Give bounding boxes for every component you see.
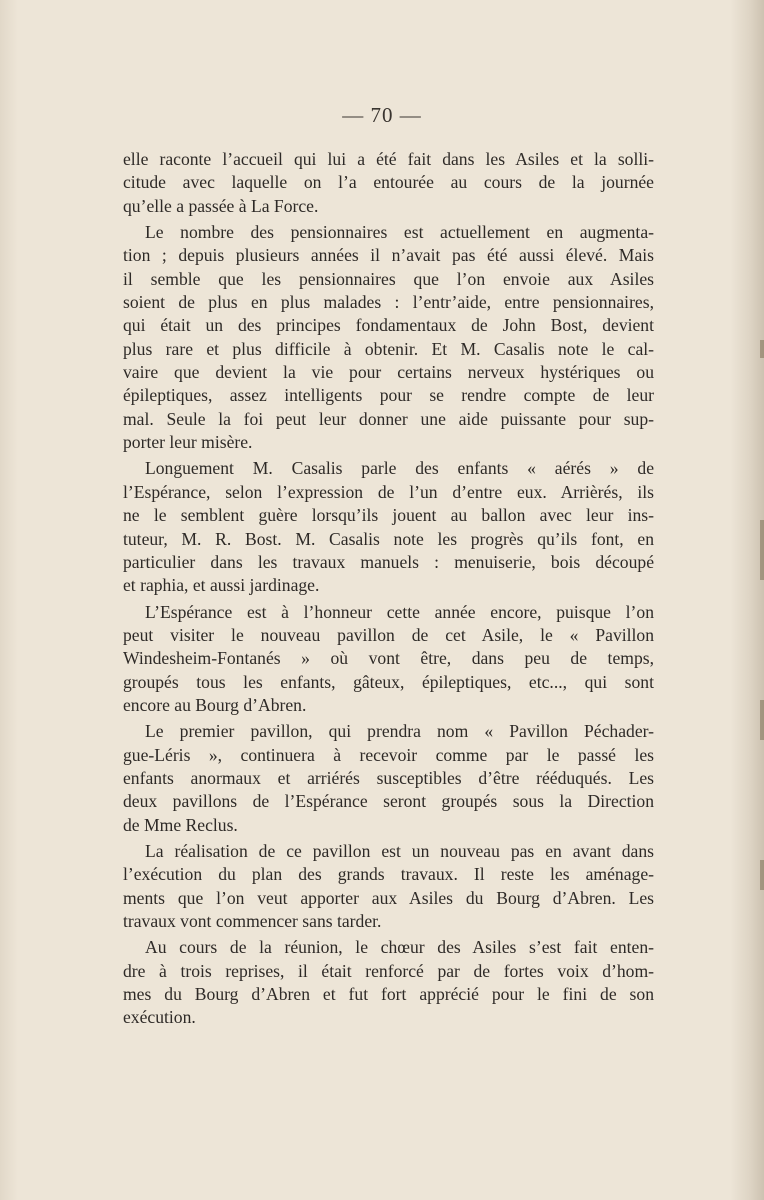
text-line: dre à trois reprises, il était renforcé par de fortes voix d’hom- xyxy=(123,960,654,981)
text-line: mes du Bourg d’Abren et fut fort apprécié pour le fini de son xyxy=(123,984,654,1005)
text-line: tuteur, M. R. Bost. M. Casalis note les progrès qu’ils font, en xyxy=(123,528,654,549)
page-number: — 70 — xyxy=(342,103,422,127)
paragraph xyxy=(123,720,654,837)
text-line: L’Espérance est à l’honneur cette année encore, puisque l’on xyxy=(145,601,654,622)
text-line: exécution. xyxy=(123,1007,196,1028)
text-line: Au cours de la réunion, le chœur des Asiles s’est fait enten- xyxy=(145,937,654,958)
text-line: deux pavillons de l’Espérance seront groupés sous la Direction xyxy=(123,791,654,812)
text-line: elle raconte l’accueil qui lui a été fait dans les Asiles et la solli- xyxy=(123,149,654,169)
text-line: l’exécution du plan des grands travaux. Il reste les aménage- xyxy=(123,864,654,885)
text-line: ments que l’on veut apporter aux Asiles du Bourg d’Abren. Les xyxy=(123,887,654,908)
text-line: et raphia, et aussi jardinage. xyxy=(123,575,320,596)
page-edge-mark xyxy=(760,340,764,358)
paragraph xyxy=(123,148,654,218)
text-line: plus rare et plus difficile à obtenir. Et M. Casalis note le cal- xyxy=(123,338,654,359)
text-line: de Mme Reclus. xyxy=(123,814,238,835)
page-edge-mark xyxy=(760,860,764,890)
text-line: il semble que les pensionnaires que l’on envoie aux Asiles xyxy=(123,268,654,289)
text-line: vaire que devient la vie pour certains nerveux hystériques ou xyxy=(123,362,654,383)
text-line: porter leur misère. xyxy=(123,432,253,453)
text-line: travaux vont commencer sans tarder. xyxy=(123,911,382,931)
text-line: qui était un des principes fondamentaux de John Bost, devient xyxy=(123,315,654,336)
text-line: La réalisation de ce pavillon est un nouveau pas en avant dans xyxy=(145,840,654,861)
text-line: Le nombre des pensionnaires est actuellement en augmenta- xyxy=(145,222,654,243)
paragraph xyxy=(123,840,654,933)
text-line: mal. Seule la foi peut leur donner une aide puissante pour sup- xyxy=(123,408,654,429)
paragraph xyxy=(123,221,654,454)
text-line: soient de plus en plus malades : l’entr’aide, entre pensionnaires, xyxy=(123,292,654,313)
text-line: peut visiter le nouveau pavillon de cet Asile, le « Pavillon xyxy=(123,624,654,645)
page-edge-mark xyxy=(760,700,764,740)
text-line: ne le semblent guère lorsqu’ils jouent au ballon avec leur ins- xyxy=(123,505,654,526)
text-line: l’Espérance, selon l’expression de l’un d’entre eux. Arrièrés, ils xyxy=(123,481,654,502)
page-edge-mark xyxy=(760,520,764,580)
paragraph xyxy=(123,936,654,1029)
text-line: groupés tous les enfants, gâteux, épileptiques, etc..., qui sont xyxy=(123,671,654,692)
text-line: Le premier pavillon, qui prendra nom « Pavillon Péchader- xyxy=(145,721,654,742)
paragraph xyxy=(123,457,654,597)
text-line: particulier dans les travaux manuels : menuiserie, bois découpé xyxy=(123,551,654,572)
text-line: gue-Léris », continuera à recevoir comme par le passé les xyxy=(123,744,654,765)
text-line: épileptiques, assez intelligents pour se rendre compte de leur xyxy=(123,385,654,406)
body-text xyxy=(123,148,654,1033)
paragraph xyxy=(123,601,654,718)
text-line: qu’elle a passée à La Force. xyxy=(123,195,319,216)
text-line: encore au Bourg d’Abren. xyxy=(123,694,307,715)
text-line: citude avec laquelle on l’a entourée au cours de la journée xyxy=(123,172,654,193)
text-line: Longuement M. Casalis parle des enfants « aérés » de xyxy=(145,458,654,479)
text-line: enfants anormaux et arriérés susceptibles d’être rééduqués. Les xyxy=(123,767,654,788)
text-line: tion ; depuis plusieurs années il n’avait pas été aussi élevé. Mais xyxy=(123,245,654,266)
text-line: Windesheim-Fontanés » où vont être, dans peu de temps, xyxy=(123,648,654,669)
